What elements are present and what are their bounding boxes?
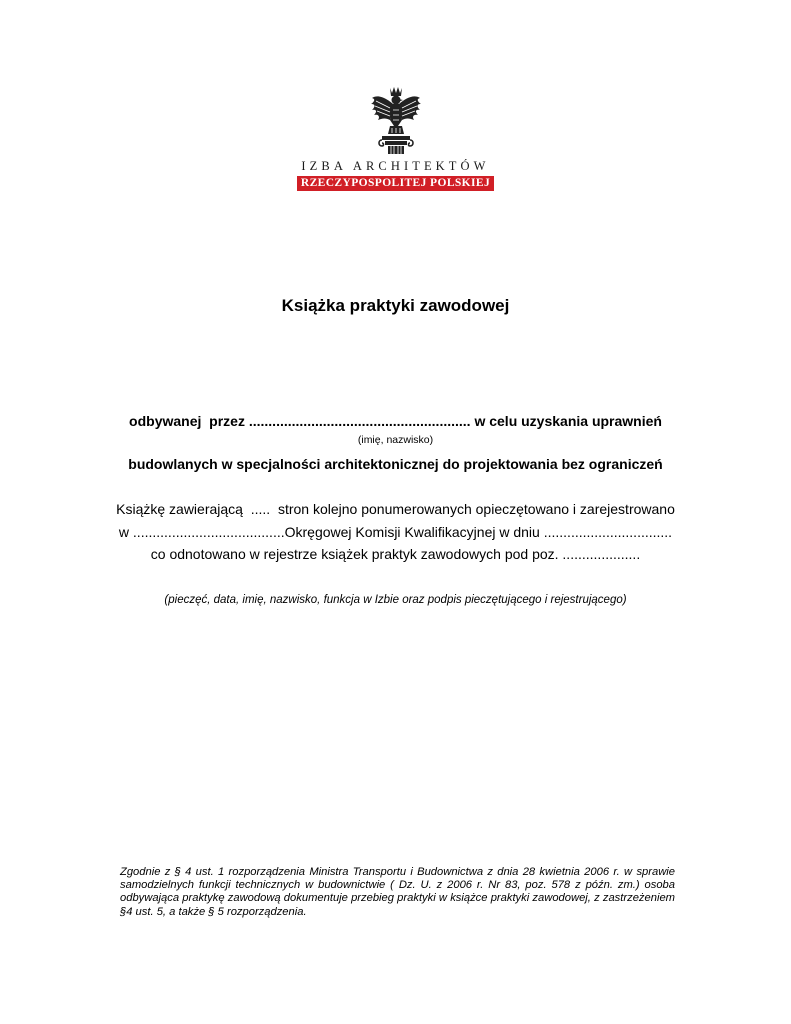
org-name-line2: RZECZYPOSPOLITEJ POLSKIEJ bbox=[297, 176, 494, 191]
eagle-emblem-icon bbox=[368, 84, 424, 156]
legal-footnote: Zgodnie z § 4 ust. 1 rozporządzenia Ministra Transportu i Budownictwa z dnia 28 kwietnia 2006 r. w sprawie samodzielnych funkcji technicznych w budownictwie ( Dz. U. z 2006 r. Nr 83, poz. 578 z późn. zm.) osoba odbywająca praktykę zawodową dokumentuje przebieg praktyki w książce praktyki zawodowej, z zastrzeżeniem §4 ust. 5, a także § 5 rozporządzenia. bbox=[120, 866, 675, 918]
specialty-line: budowlanych w specjalności architektonicznej do projektowania bez ograniczeń bbox=[128, 456, 663, 472]
trainee-line: odbywanej przez ......................................................... w celu uzyskania uprawnień bbox=[129, 413, 662, 429]
registration-line-2: w .......................................Okręgowej Komisji Kwalifikacyjnej w dniu ................................. bbox=[118, 524, 673, 540]
name-caption: (imię, nazwisko) bbox=[357, 434, 434, 446]
document-title: Książka praktyki zawodowej bbox=[281, 296, 510, 315]
registration-line-1: Książkę zawierającą ..... stron kolejno ponumerowanych opieczętowano i zarejestrowano bbox=[116, 501, 675, 517]
registration-line-3: co odnotowano w rejestrze książek praktyk zawodowych pod poz. .................... bbox=[150, 546, 641, 562]
stamp-note: (pieczęć, data, imię, nazwisko, funkcja w Izbie oraz podpis pieczętującego i rejestrującego) bbox=[164, 594, 627, 606]
org-name-line1: IZBA ARCHITEKTÓW bbox=[301, 159, 490, 173]
logo bbox=[0, 84, 791, 191]
